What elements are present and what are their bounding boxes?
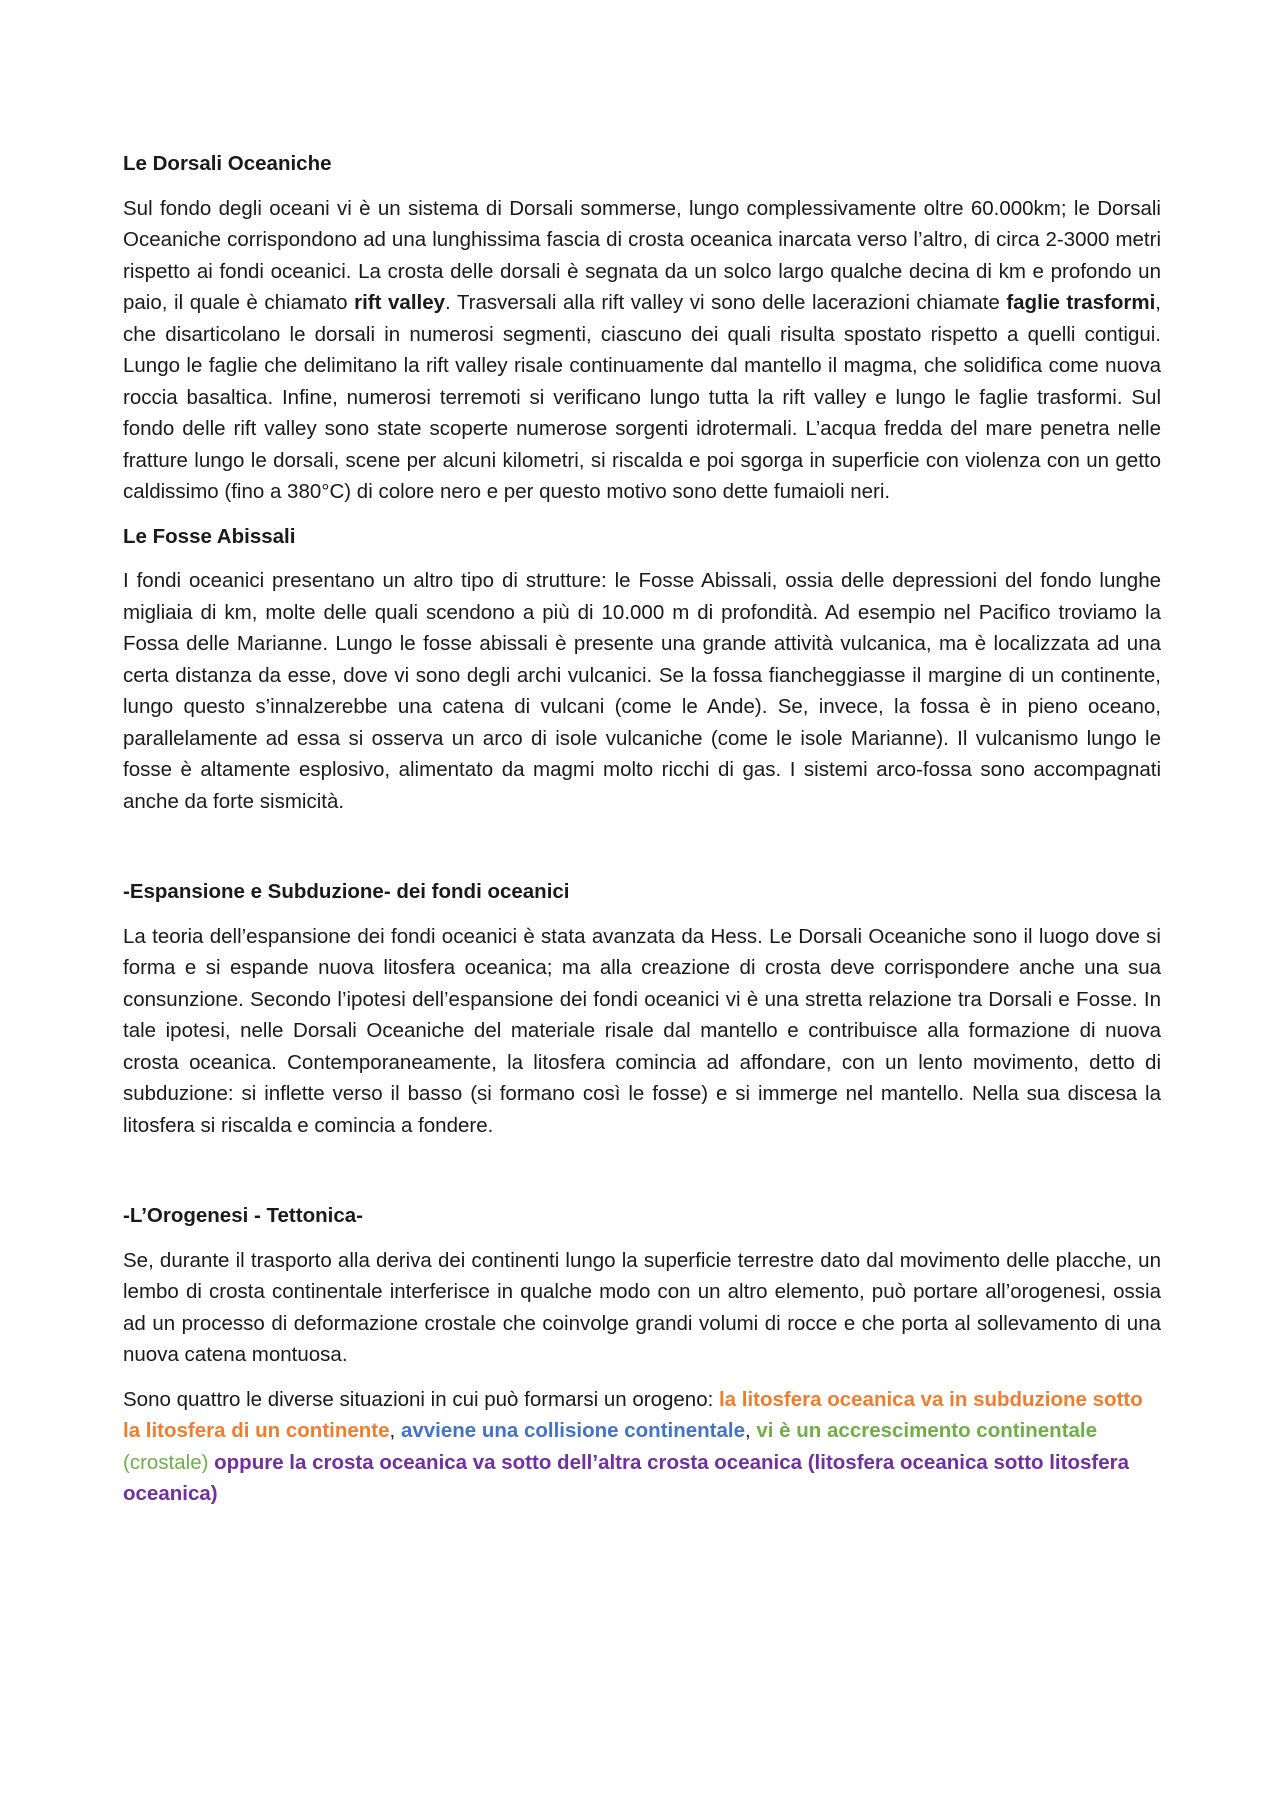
situation-green-note: (crostale) [123,1450,215,1474]
spacer [123,830,1161,876]
situation-green: vi è un accrescimento continentale [756,1419,1098,1442]
section-title-orogenesi: -L’Orogenesi - Tettonica- [123,1204,363,1227]
text-run: , che disarticolano le dorsali in numerosi segmenti, ciascuno dei quali risulta spostato rispetto a quelli contigui. Lungo le faglie che delimitano la rift valley risale continuamente dal mantello il magma, che solidifica come nuova roccia basaltica. Infine, numerosi terremoti si verificano lungo tutta la rift valley e lungo le faglie trasformi. Sul fondo delle rift valley sono state scoperte numerose sorgenti idrotermali. L’acqua fredda del mare penetra nelle fratture lungo le dorsali, scene per alcuni kilometri, si riscalda e poi sgorga in superficie con violenza con un getto caldissimo (fino a 380°C) di colore nero e per questo motivo sono dette fumaioli neri. [123,291,1161,503]
separator: , [389,1419,401,1442]
paragraph-espansione: La teoria dell’espansione dei fondi oceanici è stata avanzata da Hess. Le Dorsali Oceaniche sono il luogo dove si forma e si espande nuova litosfera oceanica; ma alla creazione di crosta deve corrispondere anche una sua consunzione. Secondo l’ipotesi dell’espansione dei fondi oceanici vi è una stretta relazione tra Dorsali e Fosse. In tale ipotesi, nelle Dorsali Oceaniche del materiale risale dal mantello e contribuisce alla formazione di nuova crosta oceanica. Contemporaneamente, la litosfera comincia ad affondare, con un lento movimento, detto di subduzione: si inflette verso il basso (si formano così le fosse) e si immerge nel mantello. Nella sua discesa la litosfera si riscalda e comincia a fondere. [123,924,1161,1137]
document-page [123,148,1161,1523]
paragraph-dorsali [123,193,1161,508]
situation-orange: la litosfera oceanica va in subduzione sotto la litosfera di un continente [123,1387,1143,1442]
text-run: Sul fondo degli oceani vi è un sistema di Dorsali sommerse, lungo complessivamente oltre 60.000km; le Dorsali Oceaniche corrispondono ad una lunghissima fascia di crosta oceanica inarcata verso l’altro, di circa 2-3000 metri rispetto ai fondi oceanici. La crosta delle dorsali è segnata da un solco largo qualche decina di km e profondo un paio, il quale è chiamato [123,196,1161,314]
paragraph-fosse: I fondi oceanici presentano un altro tipo di strutture: le Fosse Abissali, ossia delle depressioni del fondo lunghe migliaia di km, molte delle quali scendono a più di 10.000 m di profondità. Ad esempio nel Pacifico troviamo la Fossa delle Marianne. Lungo le fosse abissali è presente una grande attività vulcanica, ma è localizzata ad una certa distanza da esse, dove vi sono degli archi vulcanici. Se la fossa fiancheggiasse il margine di un continente, lungo questo s’innalzerebbe una catena di vulcani (come le Ande). Se, invece, la fossa è in pieno oceano, parallelamente ad essa si osserva un arco di isole vulcaniche (come le isole Marianne). Il vulcanismo lungo le fosse è altamente esplosivo, alimentato da magmi molto ricchi di gas. I sistemi arco-fossa sono accompagnati anche da forte sismicità. [123,569,1161,813]
situation-blue: avviene una collisione continentale [400,1419,745,1442]
situation-purple: oppure la crosta oceanica va sotto dell’altra crosta oceanica (litosfera oceanica sotto litosfera oceanica) [123,1450,1129,1505]
section-title-dorsali: Le Dorsali Oceaniche [123,152,332,175]
section-title-espansione: -Espansione e Subduzione- dei fondi oceanici [123,880,570,903]
separator: , [744,1419,757,1442]
spacer [123,1154,1161,1200]
paragraph-situazioni [123,1384,1161,1510]
text-run: Sono quattro le diverse situazioni in cui può formarsi un orogeno: [123,1387,719,1411]
text-run: . Trasversali alla rift valley vi sono delle lacerazioni chiamate [445,291,1007,314]
bold-term-faglie-trasformi: faglie trasformi [1006,291,1156,314]
bold-term-rift-valley: rift valley [354,291,446,314]
section-title-fosse: Le Fosse Abissali [123,524,296,548]
paragraph-orogenesi: Se, durante il trasporto alla deriva dei continenti lungo la superficie terrestre dato dal movimento delle placche, un lembo di crosta continentale interferisce in qualche modo con un altro elemento, può portare all’orogenesi, ossia ad un processo di deformazione crostale che coinvolge grandi volumi di rocce e che porta al sollevamento di una nuova catena montuosa. [123,1248,1161,1366]
